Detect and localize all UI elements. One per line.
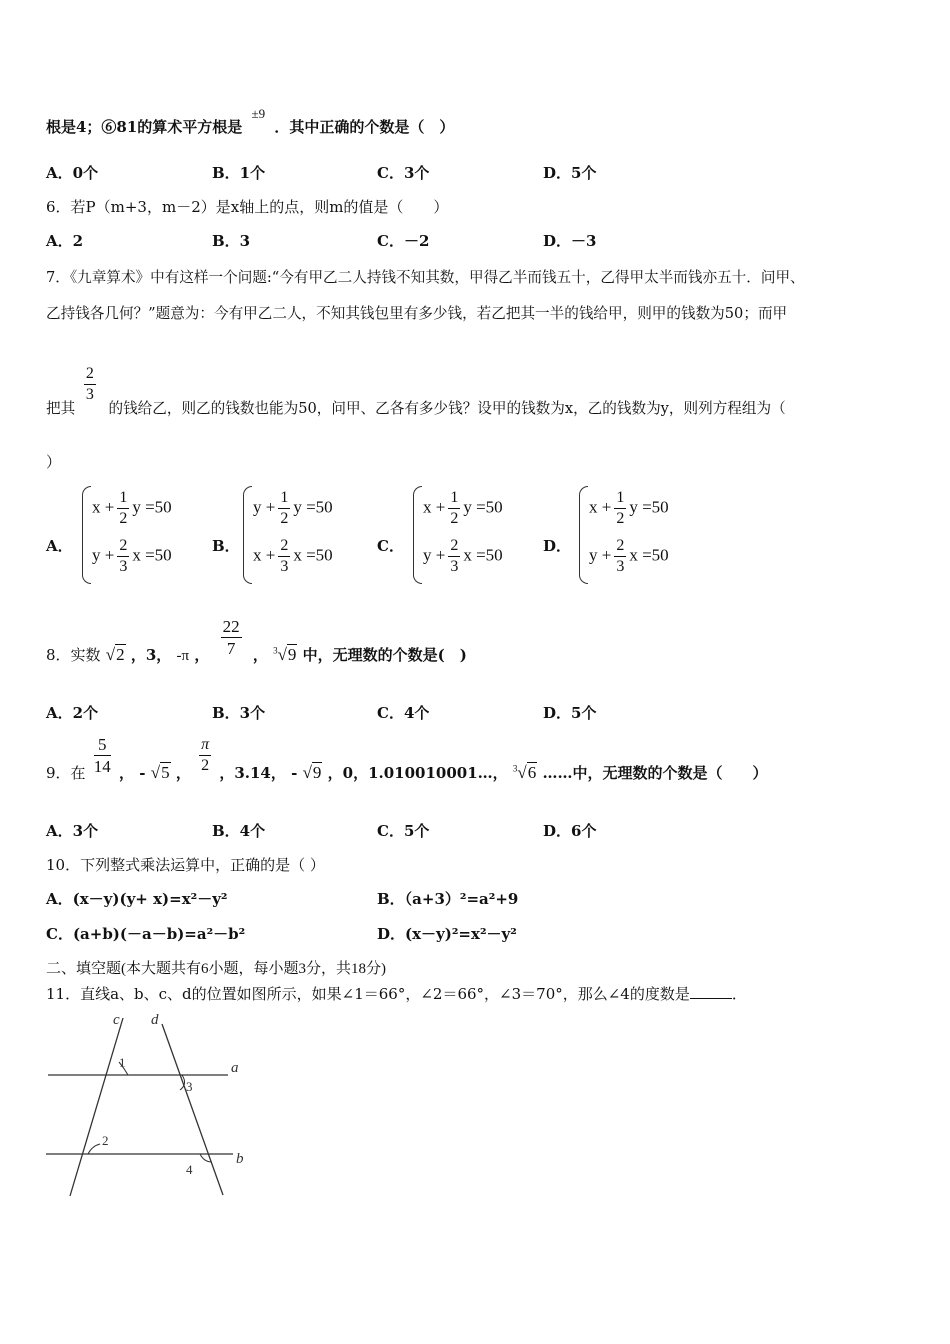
q10-option-b[interactable]: B．（a+3）²=a²+9 — [377, 890, 519, 908]
angle-2-arc — [88, 1144, 100, 1154]
q11-stem: 11．直线a、b、c、d的位置如图所示，如果∠1＝66°，∠2＝66°，∠3＝70°，那么∠4的度数是 ． — [46, 985, 747, 1003]
q8-option-d[interactable]: D．5个 — [543, 704, 597, 722]
q5-option-b[interactable]: B．1个 — [212, 164, 266, 182]
brace — [243, 486, 252, 584]
q8-stem: 8．实数 √2 ，3， -π ， $\frac{22}{7}$ ， $^3$√9 中，无理数的个数是( ) — [46, 617, 467, 664]
q7-line2: 乙持钱各几何？”题意为：今有甲乙二人，不知其钱包里有多少钱，若乙把其一半的钱给甲，则甲的钱数为50；而甲 — [46, 305, 788, 322]
label-a: a — [231, 1060, 239, 1076]
cbrt-9: $^3$√9 — [273, 644, 297, 664]
q6-option-d[interactable]: D．－3 — [543, 232, 597, 250]
brace — [579, 486, 588, 584]
q9-option-b[interactable]: B．4个 — [212, 822, 266, 840]
label-2: 2 — [102, 1133, 109, 1148]
q9-option-d[interactable]: D．6个 — [543, 822, 597, 840]
line-d — [162, 1024, 223, 1195]
q7-option-d-label[interactable]: D． — [543, 537, 572, 555]
label-c: c — [113, 1012, 120, 1028]
q6-stem: 6．若P（m+3，m－2）是x轴上的点，则m的值是（ ） — [46, 198, 449, 216]
answer-blank[interactable] — [690, 998, 732, 999]
label-d: d — [151, 1012, 159, 1028]
label-1: 1 — [119, 1055, 126, 1070]
label-b: b — [236, 1151, 244, 1167]
q7-option-a-label[interactable]: A． — [46, 537, 73, 555]
q8-option-b[interactable]: B．3个 — [212, 704, 266, 722]
q7-fraction: $\frac{2}{3}$ — [85, 365, 94, 403]
q5-option-d[interactable]: D．5个 — [543, 164, 597, 182]
q8-option-c[interactable]: C．4个 — [377, 704, 430, 722]
q7-option-c-label[interactable]: C． — [377, 537, 404, 555]
pm9: ±9 — [251, 106, 266, 121]
q6-option-b[interactable]: B．3 — [212, 232, 251, 250]
line-c — [70, 1018, 123, 1196]
q8-fraction: $\frac{22}{7}$ — [222, 617, 240, 658]
q5-tail: 根是4；⑥81的算术平方根是 ±9 ．其中正确的个数是（ ） — [46, 106, 455, 136]
brace — [82, 486, 91, 584]
q10-option-a[interactable]: A．(x－y)(y+ x)=x²－y² — [46, 890, 228, 908]
sqrt-2: √2 — [105, 644, 125, 664]
brace — [413, 486, 422, 584]
cbrt-6: $^3$√6 — [512, 762, 537, 782]
sqrt-5: √5 — [150, 762, 170, 782]
q7-line4: ） — [46, 453, 62, 471]
q7-line3: 把其 $\frac{2}{3}$ 的钱给乙，则乙的钱数也能为50，问甲、乙各有多少钱？设甲的钱数为x，乙的钱数为y，则列方程组为（ — [46, 365, 786, 417]
q8-option-a[interactable]: A．2个 — [46, 704, 99, 722]
q9-option-c[interactable]: C．5个 — [377, 822, 430, 840]
section-heading: 二、填空题(本大题共有6小题，每小题3分，共18分) — [46, 961, 386, 977]
q6-option-a[interactable]: A．2 — [46, 232, 84, 250]
label-4: 4 — [186, 1162, 193, 1177]
label-3: 3 — [186, 1079, 193, 1094]
q9-stem: 9．在 $\frac{5}{14}$ ， - √5 ， $\frac{\pi}{2}$ ，3.14， - √9 ，0，1.010010001…， $^3$√6 ……中，无理数的个数是（ ） — [46, 735, 768, 782]
q7-line1: 7．《九章算术》中有这样一个问题:“今有甲乙二人持钱不知其数，甲得乙半而钱五十，乙得甲太半而钱亦五十．问甲、 — [46, 269, 805, 286]
q5-option-a[interactable]: A．0个 — [46, 164, 99, 182]
q9-option-a[interactable]: A．3个 — [46, 822, 99, 840]
q7-option-b-label[interactable]: B． — [212, 537, 240, 555]
q5-option-c[interactable]: C．3个 — [377, 164, 430, 182]
q10-option-d[interactable]: D．(x－y)²=x²－y² — [377, 925, 517, 943]
q6-option-c[interactable]: C．－2 — [377, 232, 430, 250]
sqrt-9: √9 — [302, 762, 322, 782]
q10-stem: 10．下列整式乘法运算中，正确的是（ ） — [46, 856, 325, 874]
q10-option-c[interactable]: C．(a+b)(－a－b)=a²－b² — [46, 925, 246, 943]
geometry-figure — [40, 1010, 260, 1210]
